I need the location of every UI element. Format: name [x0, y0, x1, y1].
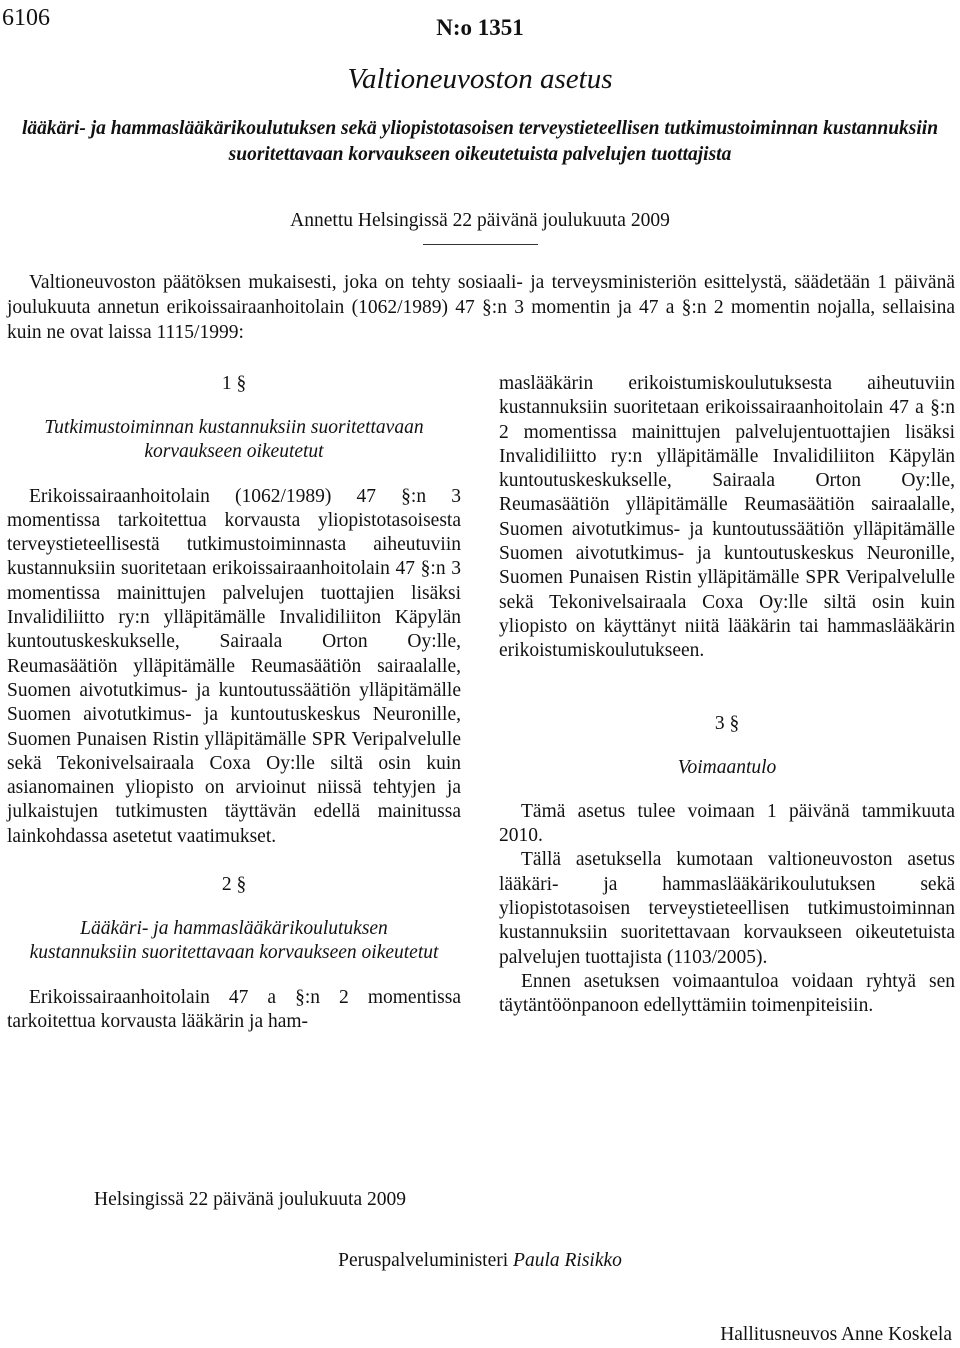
section-3-paragraph-1: Tämä asetus tulee voimaan 1 päivänä tammikuuta 2010. [499, 800, 955, 847]
section-2-text-start: Erikoissairaanhoitolain 47 a §:n 2 momentissa tarkoitettua korvausta lääkärin ja ham- [7, 986, 461, 1032]
page-number: 6106 [2, 5, 50, 31]
section-1-text: Erikoissairaanhoitolain (1062/1989) 47 §:n 3 momentissa tarkoitettua korvausta yliopistotasoisesta terveystieteellisestä tutkimustoiminnasta aiheutuviin kustannuksiin suoritetaan erikoissairaanhoitolain 47 §:n 3 momentissa mainittujen palvelujen tuottajien lisäksi Invalidiliitto ry:n ylläpitämälle Invalidiliiton Käpylän kuntoutuskeskukselle, Sairaala Orton Oy:lle, Reumasäätiön ylläpitämälle Reumasäätiön sairaalalle, Suomen aivotutkimus- ja kuntoutussäätiön ylläpitämälle Suomen aivotutkimus- ja kuntoutuskeskus Neuronille, Suomen Punaisen Ristin ylläpitämälle SPR Veripalvelulle sekä Tekonivelsairaala Coxa Oy:lle siltä osin kuin asianomainen yliopisto on arvioinut niissä tehtyjen ja julkaistujen tutkimusten täyttävän edellä mainitussa lainkohdassa asetetut vaatimukset. [7, 485, 461, 847]
signature-place-date: Helsingissä 22 päivänä joulukuuta 2009 [94, 1189, 406, 1210]
title-divider [423, 244, 538, 245]
right-column [499, 372, 955, 1019]
preamble-paragraph: Valtioneuvoston päätöksen mukaisesti, joka on tehty sosiaali- ja terveysministeriön esittelystä, säädetään 1 päivänä joulukuuta annetun erikoissairaanhoitolain (1062/1989) 47 §:n 3 momentin ja 47 a §:n 2 momentin nojalla, sellaisina kuin ne ovat laissa 1115/1999: [7, 272, 955, 343]
section-3-heading: Voimaantulo [677, 756, 777, 778]
left-column [7, 372, 461, 1034]
issued-line: Annettu Helsingissä 22 päivänä joulukuuta 2009 [290, 210, 670, 231]
document-subtitle: lääkäri- ja hammaslääkärikoulutuksen sekä yliopistotasoisen terveystieteellisen tutkimustoiminnan kustannuksiin suoritettavaan korvaukseen oikeutetuista palvelujen tuottajista [21, 118, 939, 165]
document-number: N:o 1351 [436, 15, 524, 40]
counsellor-signature: Hallitusneuvos Anne Koskela [720, 1324, 952, 1345]
minister-signature [0, 1249, 960, 1273]
section-3-number: 3 § [714, 712, 740, 734]
section-2-text-continued: maslääkärin erikoistumiskoulutuksesta aiheutuviin kustannuksiin suoritetaan erikoissairaanhoitolain 47 a §:n 2 momentissa mainittujen palvelujentuottajien lisäksi Invalidiliitto ry:n ylläpitämälle Invalidiliiton Käpylän kuntoutuskeskukselle, Sairaala Orton Oy:lle, Reumasäätiön ylläpitämälle Reumasäätiön sairaalalle, Suomen aivotutkimus- ja kuntoutussäätiön ylläpitämälle Suomen aivotutkimus- ja kuntoutuskeskus Neuronille, Suomen Punaisen Ristin ylläpitämälle SPR Veripalvelulle sekä Tekonivelsairaala Coxa Oy:lle siltä osin kuin yliopisto on käyttänyt niitä lääkärin tai hammaslääkärin erikoistumiskoulutukseen. [499, 373, 955, 662]
section-1-heading: Tutkimustoiminnan kustannuksiin suoritettavaan korvaukseen oikeutetut [44, 417, 424, 463]
section-3-paragraph-2: Tällä asetuksella kumotaan valtioneuvoston asetus lääkäri- ja hammaslääkärikoulutuksen sekä yliopistotasoisen terveystieteellisen tutkimustoiminnan kustannuksiin suoritettavaan korvaukseen oikeutetuista palvelujen tuottajista (1103/2005). [499, 849, 955, 968]
section-3-paragraph-3: Ennen asetuksen voimaantuloa voidaan ryhtyä sen täytäntöönpanoon edellyttämiin toimenpiteisiin. [499, 970, 955, 1017]
document-title: Valtioneuvoston asetus [347, 63, 613, 95]
section-1-number: 1 § [221, 373, 247, 394]
section-2-number: 2 § [221, 874, 247, 896]
minister-title: Peruspalveluministeri [338, 1250, 509, 1271]
minister-name: Paula Risikko [513, 1250, 622, 1271]
section-2-heading: Lääkäri- ja hammaslääkärikoulutuksen kustannuksiin suoritettavaan korvaukseen oikeutetut [29, 918, 439, 964]
